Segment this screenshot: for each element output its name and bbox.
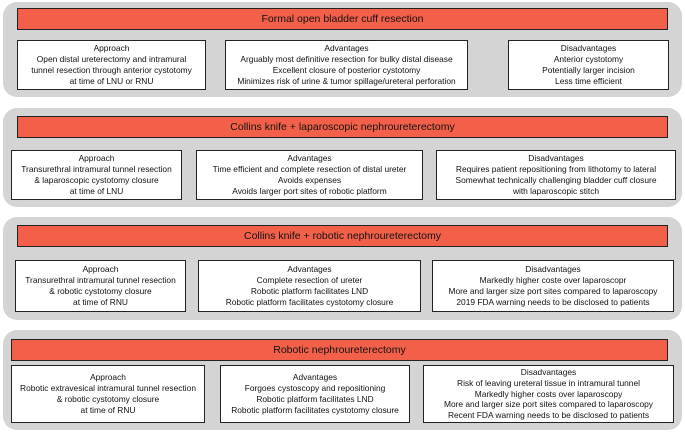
section-4-title: Robotic nephroureterectomy [11,339,668,361]
advantages-line: Avoids larger port sites of robotic platform [232,185,387,196]
disadvantages-line: More and larger size port sites compared to laparoscopy [448,286,658,296]
disadvantages-heading: Disadvantages [525,264,581,275]
advantages-line: Forgoes cystoscopy and repositioning [244,383,386,394]
disadvantages-line: Less time efficient [555,75,622,86]
section-2-advantages-box [196,150,423,200]
advantages-line: Complete resection of ureter [256,275,363,286]
section-2-title: Collins knife + laparoscopic nephroureterectomy [17,116,668,138]
approach-line: Open distal ureterectomy and intramural [36,54,187,65]
approach-line: at time of LNU or RNU [69,75,154,86]
advantages-line: Robotic platform facilitates cystotomy closure [231,404,399,415]
disadvantages-line: Anterior cystotomy [553,54,624,65]
disadvantages-line: Somewhat technically challenging bladder cuff closure [455,175,657,185]
advantages-line: Robotic platform facilitates LND [250,286,369,296]
advantages-line: Robotic platform facilitates LND [256,394,374,404]
advantages-line: Minimizes risk of urine & tumor spillage/ureteral perforation [237,75,456,86]
section-4-advantages-box [220,365,410,423]
section-2-approach-box [11,150,182,200]
disadvantages-line: More and larger size port sites compared to laparoscopy [443,399,653,410]
section-2-disadvantages-box [436,150,676,200]
approach-heading: Approach [93,43,130,54]
approach-line: & robotic cystotomy closure [56,394,160,404]
advantages-line: Robotic platform facilitates cystotomy closure [225,296,394,307]
section-1-approach-box [17,40,206,90]
section-3-advantages-box [198,260,421,312]
advantages-line: Arguably most definitive resection for bulky distal disease [240,54,453,65]
section-4-approach-box [11,365,205,423]
approach-heading: Approach [78,153,115,164]
advantages-line: Excellent closure of posterior cystotomy [272,65,421,75]
disadvantages-line: Markedly higher costs over laparoscopy [474,388,623,399]
disadvantages-heading: Disadvantages [528,153,584,164]
advantages-line: Avoids expenses [277,175,342,185]
approach-line: Transurethral intramural tunnel resection [25,275,176,286]
section-3-disadvantages-box [432,260,674,312]
advantages-heading: Advantages [287,153,332,164]
disadvantages-line: Potentially larger incision [542,65,635,75]
disadvantages-line: Recent FDA warning needs to be disclosed to patients [447,410,650,421]
approach-line: at time of LNU [69,185,124,196]
section-4-disadvantages-box [423,365,674,423]
section-3-title: Collins knife + robotic nephroureterectomy [17,225,668,247]
approach-line: tunnel resection through anterior cystotomy [31,65,192,75]
disadvantages-heading: Disadvantages [520,366,577,377]
disadvantages-line: Requires patient repositioning from lithotomy to lateral [455,164,657,175]
approach-line: & laparoscopic cystotomy closure [34,175,159,185]
section-3-approach-box [15,260,186,312]
advantages-heading: Advantages [324,43,369,54]
disadvantages-line: with laparoscopic stitch [512,185,600,196]
section-1-advantages-box [225,40,468,90]
section-1-disadvantages-box [508,40,669,90]
section-1-title: Formal open bladder cuff resection [17,8,668,30]
approach-heading: Approach [90,372,126,383]
disadvantages-line: 2019 FDA warning needs to be disclosed to patients [456,296,650,307]
approach-line: at time of RNU [80,404,136,415]
advantages-heading: Advantages [292,372,338,383]
disadvantages-line: Markedly higher coste over laparoscopr [479,275,627,286]
disadvantages-line: Risk of leaving ureteral tissue in intramural tunnel [457,377,640,388]
approach-line: at time of RNU [73,296,128,307]
approach-line: & robotic cystotomy closure [49,286,152,296]
advantages-heading: Advantages [287,264,332,275]
approach-line: Transurethral intramural tunnel resection [21,164,172,175]
approach-line: Robotic extravesical intramural tunnel resection [20,383,196,394]
advantages-line: Time efficient and complete resection of distal ureter [212,164,407,175]
approach-heading: Approach [82,264,119,275]
disadvantages-heading: Disadvantages [560,43,617,54]
